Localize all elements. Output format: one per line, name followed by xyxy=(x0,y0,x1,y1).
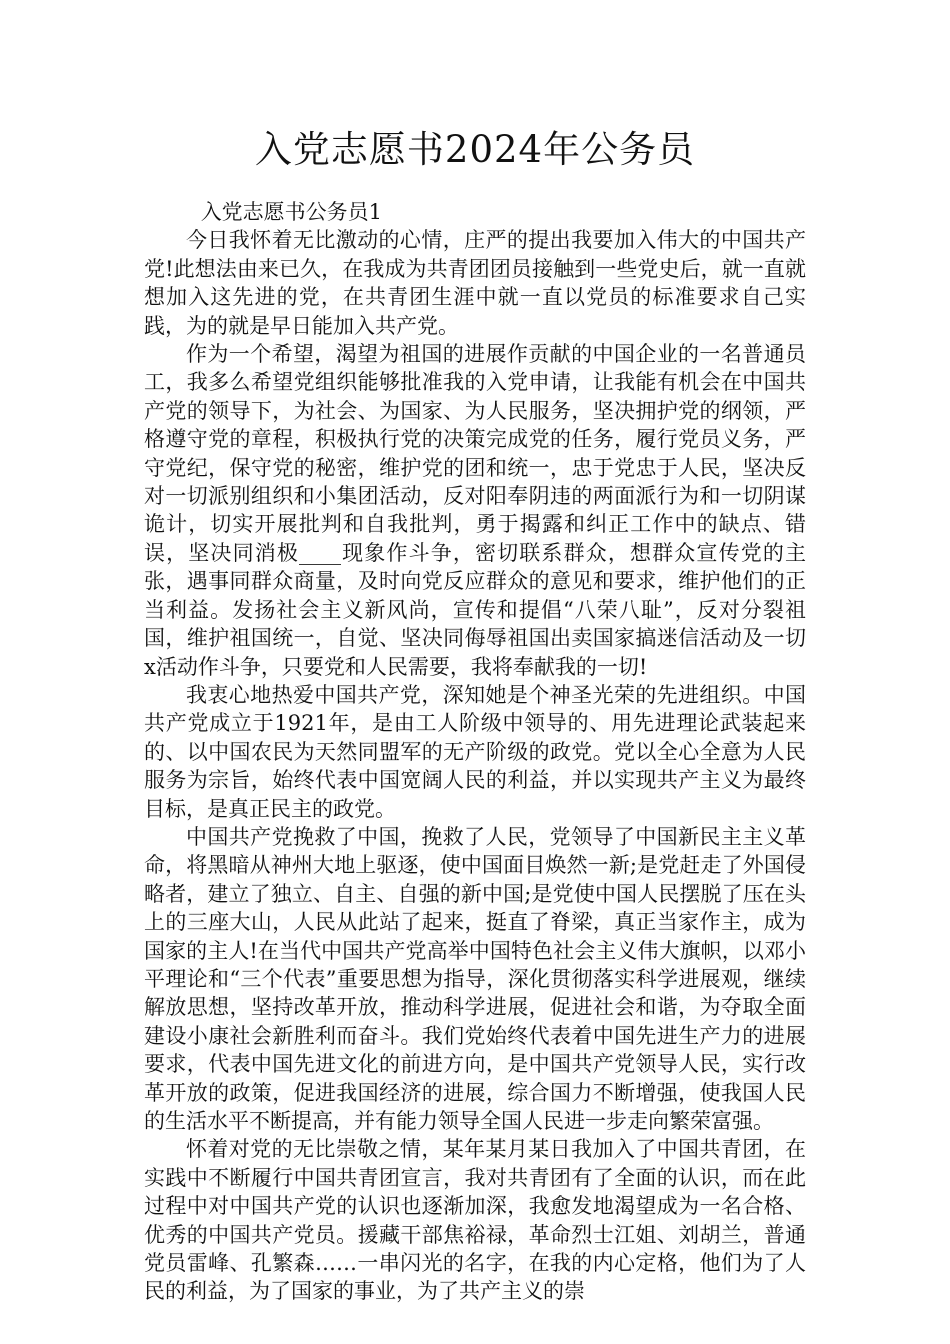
paragraph-1: 今日我怀着无比激动的心情，庄严的提出我要加入伟大的中国共产党!此想法由来已久，在我成为共青团团员接触到一些党史后，就一直就想加入这先进的党，在共青团生涯中就一直以党员的标准要求自己实践，为的就是早日能加入共产党。 xyxy=(144,228,806,338)
paragraph-5: 怀着对党的无比崇敬之情，某年某月某日我加入了中国共青团，在实践中不断履行中国共青团宣言，我对共青团有了全面的认识，而在此过程中对中国共产党的认识也逐渐加深，我愈发地渴望成为一名合格、优秀的中国共产党员。援藏干部焦裕禄，革命烈士江姐、刘胡兰，普通党员雷峰、孔繁森……一串闪光的名字，在我的内心定格，他们为了人民的利益，为了国家的事业，为了共产主义的崇 xyxy=(144,1137,806,1304)
paragraph-3: 我衷心地热爱中国共产党，深知她是个神圣光荣的先进组织。中国共产党成立于1921年，是由工人阶级中领导的、用先进理论武装起来的、以中国农民为天然同盟军的无产阶级的政党。党以全心全意为人民服务为宗旨，始终代表中国宽阔人民的利益，并以实现共产主义为最终目标，是真正民主的政党。 xyxy=(144,682,806,821)
document-subtitle: 入党志愿书公务员1 xyxy=(200,200,383,224)
document-body xyxy=(144,198,806,1306)
paragraph-2: 作为一个希望，渴望为祖国的进展作贡献的中国企业的一名普通员工，我多么希望党组织能够批准我的入党申请，让我能有机会在中国共产党的领导下，为社会、为国家、为人民服务，坚决拥护党的纲领，严格遵守党的章程，积极执行党的决策完成党的任务，履行党员义务，严守党纪，保守党的秘密，维护党的团和统一，忠于党忠于人民，坚决反对一切派别组织和小集团活动，反对阳奉阴违的两面派行为和一切阴谋诡计，切实开展批判和自我批判，勇于揭露和纠正工作中的缺点、错误，坚决同消极____现象作斗争，密切联系群众，想群众宣传党的主张，遇事同群众商量，及时向党反应群众的意见和要求，维护他们的正当利益。发扬社会主义新风尚，宣传和提倡“八荣八耻”，反对分裂祖国，维护祖国统一，自觉、坚决同侮辱祖国出卖国家搞迷信活动及一切x活动作斗争，只要党和人民需要，我将奉献我的一切! xyxy=(144,342,806,679)
document-title: 入党志愿书2024年公务员 xyxy=(254,128,696,171)
paragraph-4: 中国共产党挽救了中国，挽救了人民，党领导了中国新民主主义革命，将黑暗从神州大地上驱逐，使中国面目焕然一新;是党赶走了外国侵略者，建立了独立、自主、自强的新中国;是党使中国人民摆脱了压在头上的三座大山，人民从此站了起来，挺直了脊梁，真正当家作主，成为国家的主人!在当代中国共产党高举中国特色社会主义伟大旗帜，以邓小平理论和“三个代表”重要思想为指导，深化贯彻落实科学进展观，继续解放思想，坚持改革开放，推动科学进展，促进社会和谐，为夺取全面建设小康社会新胜利而奋斗。我们党始终代表着中国先进生产力的进展要求，代表中国先进文化的前进方向，是中国共产党领导人民，实行改革开放的政策，促进我国经济的进展，综合国力不断增强，使我国人民的生活水平不断提高，并有能力领导全国人民进一步走向繁荣富强。 xyxy=(144,824,806,1133)
